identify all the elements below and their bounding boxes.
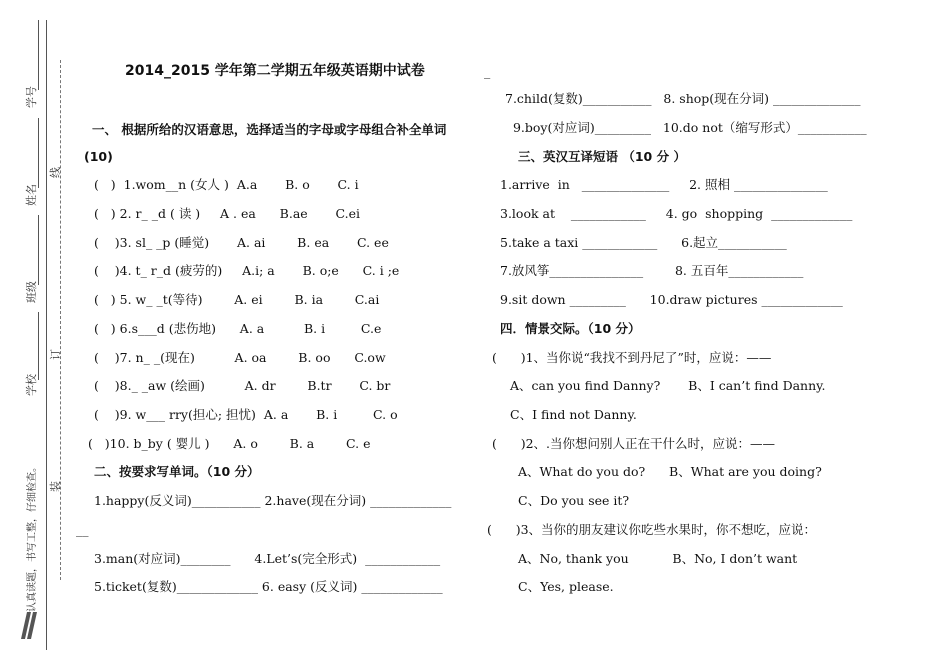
q2-line: 7.child(复数)___________ 8. shop(现在分词) ______________	[505, 91, 861, 106]
q2-line-wrap: __	[76, 522, 89, 537]
q3-line: 5.take a taxi ____________ 6.起立___________	[500, 235, 787, 250]
q4-options: A、What do you do? B、What are you doing?	[518, 464, 822, 479]
q1-item: ( )4. t_ r_d (疲劳的) A.i; a B. o;e C. i ;e	[94, 263, 400, 278]
q4-options: C、Yes, please.	[518, 579, 614, 594]
section3-heading: 三、英汉互译短语 （10 分 ）	[518, 149, 686, 164]
q4-options: A、No, thank you B、No, I don’t want	[518, 551, 798, 566]
section1-heading: 一、 根据所给的汉语意思，选择适当的字母或字母组合补全单词	[92, 122, 447, 137]
binding-ding: 订	[49, 349, 62, 360]
q1-item: ( )9. w___ rry(担心; 担忧) A. a B. i C. o	[94, 407, 398, 422]
q4-options: A、can you find Danny? B、I can’t find Danny.	[510, 378, 826, 393]
blank-line-xuexiao	[38, 312, 39, 380]
q3-line: 3.look at ____________ 4. go shopping _____________	[500, 206, 853, 221]
q4-question: ( )1、当你说“我找不到丹尼了”时，应说：——	[492, 350, 772, 365]
section2-heading: 二、按要求写单词。（10 分）	[94, 464, 260, 479]
q4-question: ( )3、当你的朋友建议你吃些水果时，你不想吃，应说：	[487, 522, 817, 537]
page-title: 2014_2015 学年第二学期五年级英语期中试卷	[125, 63, 425, 79]
binding-xuehao: 学号	[25, 86, 38, 108]
q1-item: ( )10. b_by ( 婴儿 ) A. o B. a C. e	[88, 436, 371, 451]
binding-zhuang: 装	[49, 481, 62, 492]
blank-line-banji	[38, 215, 39, 285]
q4-options: C、I find not Danny.	[510, 407, 637, 422]
blank-line-xuehao	[38, 20, 39, 90]
section4-heading: 四．情景交际。（10 分）	[500, 321, 641, 336]
q2-line: 5.ticket(复数)_____________ 6. easy (反义词) _____________	[94, 579, 443, 594]
q2-line: 9.boy(对应词)_________ 10.do not（缩写形式）___________	[505, 120, 867, 135]
q1-item: ( )7. n_ _(现在) A. oa B. oo C.ow	[94, 350, 386, 365]
blank-line-xingming	[38, 118, 39, 188]
q1-item: ( ) 5. w_ _t(等待) A. ei B. ia C.ai	[94, 292, 380, 307]
margin-line	[46, 20, 47, 650]
title-mark: _	[484, 64, 491, 79]
q1-item: ( ) 6.s___d (悲伤地) A. a B. i C.e	[94, 321, 382, 336]
q2-line: 1.happy(反义词)___________ 2.have(现在分词) _____________	[94, 493, 452, 508]
binding-xingming: 姓名	[25, 184, 38, 206]
q1-item: ( ) 2. r_ _d ( 读 ) A . ea B.ae C.ei	[94, 206, 360, 221]
q2-line: 3.man(对应词)________ 4.Let’s(完全形式) ____________	[94, 551, 441, 566]
q3-line: 7.放风筝_______________ 8. 五百年____________	[500, 263, 804, 278]
binding-banji: 班级	[25, 281, 38, 303]
q3-line: 9.sit down _________ 10.draw pictures _____________	[500, 292, 843, 307]
binding-xian: 线	[49, 167, 62, 178]
q4-question: ( )2、.当你想问别人正在干什么时，应说：——	[492, 436, 776, 451]
binding-notice: 认真读题，书写工整，仔细检查。	[27, 462, 38, 612]
q3-line: 1.arrive in ______________ 2. 照相 _______________	[500, 177, 828, 192]
q4-options: C、Do you see it?	[518, 493, 630, 508]
q1-item: ( )3. sl_ _p (睡觉) A. ai B. ea C. ee	[94, 235, 389, 250]
section1-score: (10)	[84, 149, 113, 164]
binding-dash-line	[60, 60, 61, 580]
corner-stripes	[18, 612, 40, 640]
q1-item: ( )8._ _aw (绘画) A. dr B.tr C. br	[94, 378, 391, 393]
binding-xuexiao: 学校	[25, 374, 38, 396]
q1-item: ( ) 1.wom__n (女人 ) A.a B. o C. i	[94, 177, 359, 192]
